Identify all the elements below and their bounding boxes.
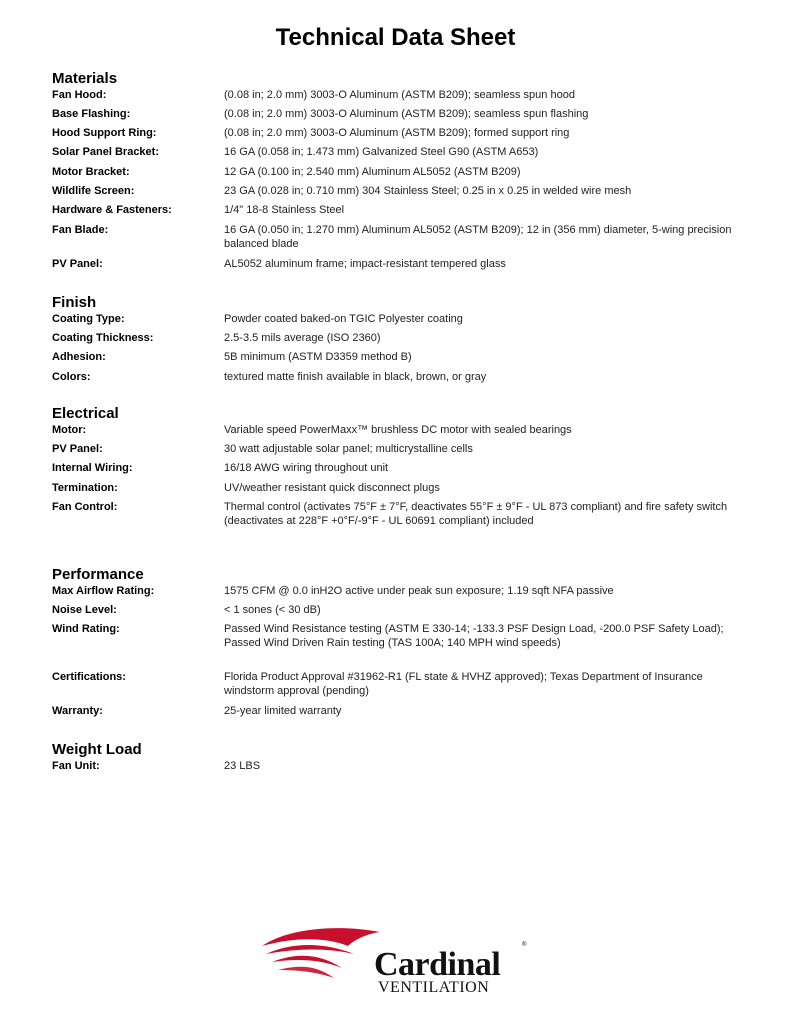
spec-label: Motor Bracket:	[52, 166, 130, 178]
registered-mark: ®	[522, 942, 527, 948]
spec-value: (0.08 in; 2.0 mm) 3003-O Aluminum (ASTM B209); seamless spun hood	[224, 89, 575, 101]
spec-value: 23 LBS	[224, 760, 261, 772]
section-heading: Materials	[52, 70, 118, 87]
spec-label: Fan Blade:	[52, 224, 109, 236]
spec-label: PV Panel:	[52, 443, 103, 455]
spec-value: (0.08 in; 2.0 mm) 3003-O Aluminum (ASTM B209); seamless spun flashing	[224, 108, 589, 120]
spec-value: < 1 sones (< 30 dB)	[224, 604, 321, 616]
spec-row	[52, 759, 752, 778]
spec-label: Wildlife Screen:	[52, 185, 135, 197]
spec-value: Powder coated baked-on TGIC Polyester coating	[224, 313, 463, 325]
spec-value: 2.5-3.5 mils average (ISO 2360)	[224, 332, 381, 344]
spec-value: 23 GA (0.028 in; 0.710 mm) 304 Stainless Steel; 0.25 in x 0.25 in welded wire mesh	[224, 185, 632, 197]
spec-value: Florida Product Approval #31962-R1 (FL state & HVHZ approved); Texas Department of Insurance windstorm approval (pending)	[224, 671, 703, 697]
spec-row	[52, 500, 752, 534]
spec-label: Internal Wiring:	[52, 462, 133, 474]
spec-value: 25-year limited warranty	[224, 705, 342, 717]
spec-value: AL5052 aluminum frame; impact-resistant tempered glass	[224, 258, 506, 270]
spec-row	[52, 481, 752, 500]
section-heading: Electrical	[52, 405, 119, 422]
spec-value: UV/weather resistant quick disconnect plugs	[224, 482, 440, 494]
spec-label: Warranty:	[52, 705, 103, 717]
spec-row	[52, 603, 752, 622]
spec-value: 16/18 AWG wiring throughout unit	[224, 462, 389, 474]
spec-value: Thermal control (activates 75°F ± 7°F, deactivates 55°F ± 9°F - UL 873 compliant) and fire safety switch (deactivates at 228°F +0°F/-9°F - UL 60691 compliant) included	[224, 501, 728, 527]
spec-row	[52, 107, 752, 126]
spec-label: Coating Thickness:	[52, 332, 154, 344]
section-heading: Weight Load	[52, 741, 142, 758]
spec-label: Adhesion:	[52, 351, 106, 363]
spec-row	[52, 584, 752, 603]
spec-row	[52, 350, 752, 370]
spec-row	[52, 184, 752, 203]
spec-label: Wind Rating:	[52, 623, 120, 635]
spec-row	[52, 670, 752, 704]
section-weight-load	[52, 741, 752, 778]
spec-row	[52, 442, 752, 461]
logo-subtitle: VENTILATION	[378, 979, 490, 996]
spec-label: Fan Hood:	[52, 89, 107, 101]
spec-label: Max Airflow Rating:	[52, 585, 155, 597]
spec-row	[52, 203, 752, 223]
cardinal-swoosh-icon	[258, 924, 388, 984]
spec-label: Fan Unit:	[52, 760, 100, 772]
spec-label: Hood Support Ring:	[52, 127, 157, 139]
spec-row	[52, 126, 752, 145]
section-finish	[52, 294, 752, 389]
spec-label: Certifications:	[52, 671, 126, 683]
spec-value: Passed Wind Resistance testing (ASTM E 330-14; -133.3 PSF Design Load, -200.0 PSF Safety Load); Passed Wind Driven Rain testing (TAS 100A; 140 MPH wind speeds)	[224, 623, 724, 649]
spec-value: 1/4" 18-8 Stainless Steel	[224, 204, 345, 216]
spec-row	[52, 145, 752, 165]
spec-label: PV Panel:	[52, 258, 103, 270]
spec-label: Motor:	[52, 424, 87, 436]
spec-value: Variable speed PowerMaxx™ brushless DC motor with sealed bearings	[224, 424, 572, 436]
spec-label: Termination:	[52, 482, 118, 494]
spec-value: 16 GA (0.050 in; 1.270 mm) Aluminum AL5052 (ASTM B209); 12 in (356 mm) diameter, 5-wing precision balanced blade	[224, 224, 732, 250]
spec-value: 12 GA (0.100 in; 2.540 mm) Aluminum AL5052 (ASTM B209)	[224, 166, 521, 178]
section-performance	[52, 566, 752, 723]
page-title: Technical Data Sheet	[275, 24, 516, 51]
spec-row	[52, 331, 752, 350]
section-heading: Finish	[52, 294, 97, 311]
spec-label: Solar Panel Bracket:	[52, 146, 159, 158]
spec-label: Noise Level:	[52, 604, 117, 616]
spec-label: Hardware & Fasteners:	[52, 204, 172, 216]
spec-row	[52, 223, 752, 257]
spec-value: (0.08 in; 2.0 mm) 3003-O Aluminum (ASTM B209); formed support ring	[224, 127, 570, 139]
spec-value: textured matte finish available in black, brown, or gray	[224, 371, 487, 383]
spec-value: 30 watt adjustable solar panel; multicrystalline cells	[224, 443, 473, 455]
spec-label: Coating Type:	[52, 313, 125, 325]
spec-row	[52, 312, 752, 331]
spec-value: 1575 CFM @ 0.0 inH2O active under peak sun exposure; 1.19 sqft NFA passive	[224, 585, 614, 597]
spec-row	[52, 461, 752, 481]
logo-wordmark: Cardinal	[374, 946, 501, 983]
spec-row	[52, 423, 752, 442]
spec-row	[52, 88, 752, 107]
spec-row	[52, 622, 752, 670]
spec-label: Fan Control:	[52, 501, 118, 513]
section-heading: Performance	[52, 566, 144, 583]
section-electrical	[52, 405, 752, 534]
spec-label: Base Flashing:	[52, 108, 131, 120]
spec-value: 5B minimum (ASTM D3359 method B)	[224, 351, 412, 363]
spec-row	[52, 165, 752, 184]
spec-row	[52, 704, 752, 723]
spec-value: 16 GA (0.058 in; 1.473 mm) Galvanized Steel G90 (ASTM A653)	[224, 146, 539, 158]
spec-row	[52, 257, 752, 276]
spec-row	[52, 370, 752, 389]
cardinal-ventilation-logo	[258, 922, 538, 1000]
section-materials	[52, 70, 752, 276]
spec-label: Colors:	[52, 371, 91, 383]
